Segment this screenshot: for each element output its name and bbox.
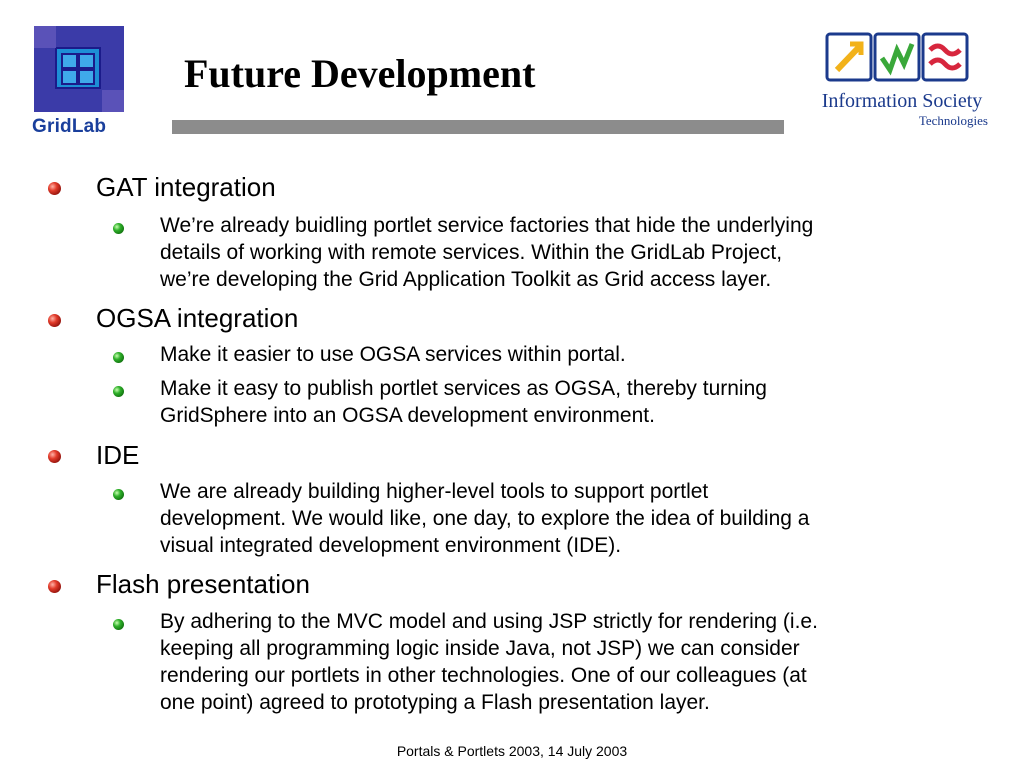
bullet-dot-icon [48, 580, 61, 593]
sub-bullet-ogsa-publish: Make it easy to publish portlet services as OGSA, thereby turning GridSphere into an OGSA development environment. [160, 377, 767, 427]
sub-bullet-dot-icon [113, 619, 124, 630]
sub-bullet-ide: We are already building higher-level tools to support portlet development. We would like, one day, to explore the idea of building a visual integrated development environment (IDE). [160, 480, 810, 557]
ist-logo-subtitle: Technologies [918, 113, 988, 128]
bullet-gat-integration: GAT integration [96, 172, 276, 202]
bullet-dot-icon [48, 314, 61, 327]
bullet-dot-icon [48, 182, 61, 195]
slide-footer: Portals & Portlets 2003, 14 July 2003 [396, 743, 628, 759]
sub-bullet-gat: We’re already buidling portlet service factories that hide the underlying details of working with remote services. Within the GridLab Project, we’re developing the Grid Application Toolkit as Grid access layer. [160, 214, 814, 291]
bullet-flash-presentation: Flash presentation [96, 569, 310, 599]
gridlab-wordmark: GridLab [32, 116, 107, 137]
sub-bullet-ogsa-portal: Make it easier to use OGSA services within portal. [160, 343, 626, 366]
sub-bullet-dot-icon [113, 352, 124, 363]
sub-bullet-dot-icon [113, 386, 124, 397]
bullet-ogsa-integration: OGSA integration [96, 303, 299, 333]
slide-title: Future Development [184, 51, 536, 96]
bullet-ide: IDE [96, 440, 140, 470]
ist-logo-name: Information Society [821, 90, 983, 112]
sub-bullet-flash: By adhering to the MVC model and using JSP strictly for rendering (i.e. keeping all programming logic inside Java, not JSP) we can consider rendering our portlets in other technologies. One of our colleagues (at one point) agreed to prototyping a Flash presentation layer. [160, 610, 818, 714]
sub-bullet-dot-icon [113, 489, 124, 500]
bullet-dot-icon [48, 450, 61, 463]
sub-bullet-dot-icon [113, 223, 124, 234]
